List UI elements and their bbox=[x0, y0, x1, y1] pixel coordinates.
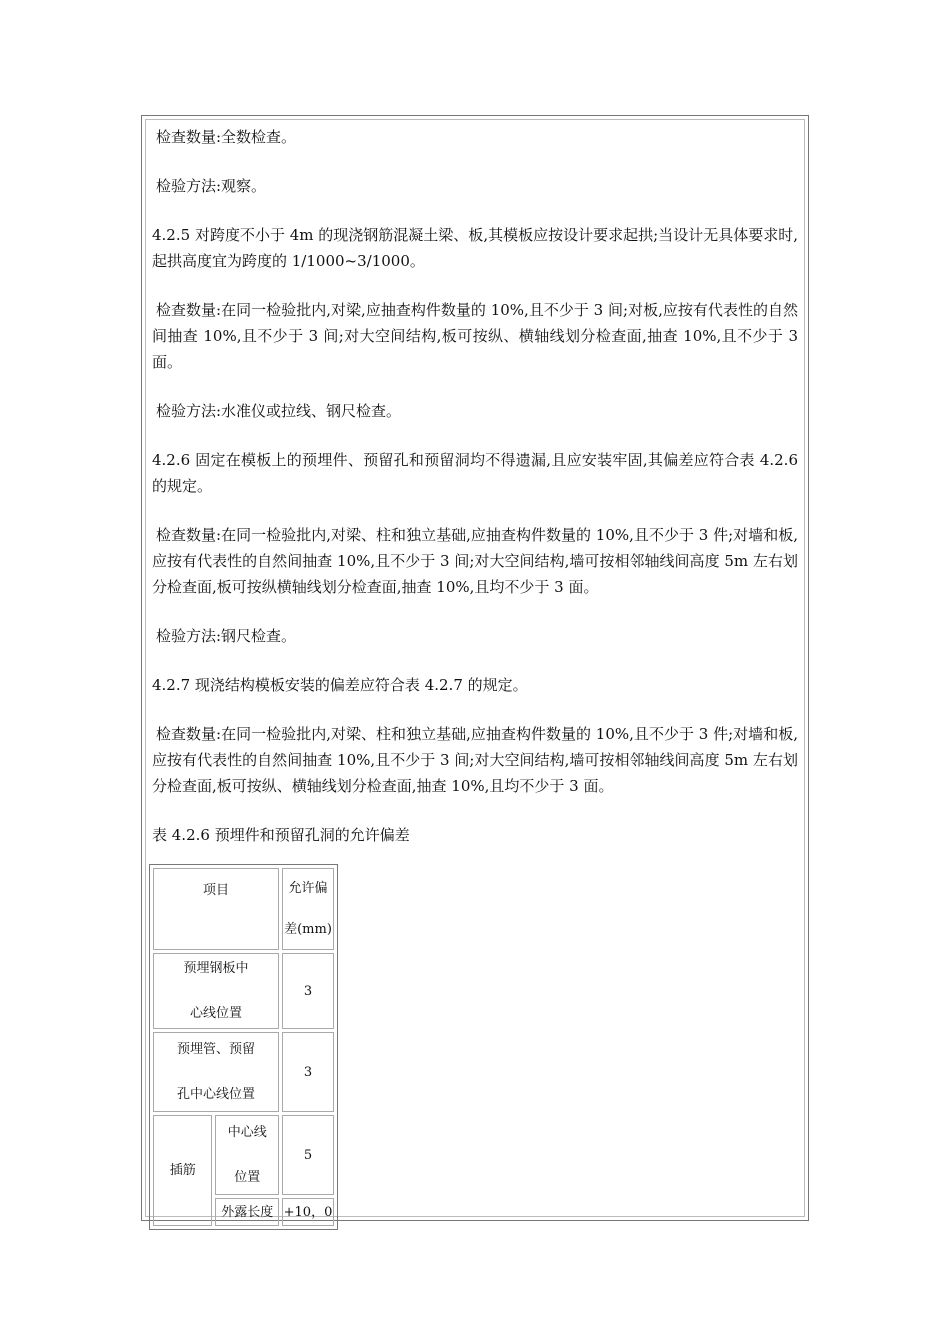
row2-value: 3 bbox=[303, 1064, 313, 1080]
row3-sub-cell bbox=[215, 1115, 279, 1195]
row4-sub-cell bbox=[215, 1198, 279, 1226]
row1-name-line1: 预埋钢板中 bbox=[183, 961, 249, 976]
table-row bbox=[153, 953, 334, 1029]
tolerance-table bbox=[149, 864, 338, 1230]
paragraph-6: 4.2.6 固定在模板上的预埋件、预留孔和预留洞均不得遗漏,且应安装牢固,其偏差应符合表 4.2.6 的规定。 bbox=[152, 451, 798, 495]
paragraph-7: 检查数量:在同一检验批内,对梁、柱和独立基础,应抽查构件数量的 10%,且不少于 3 件;对墙和板,应按有代表性的自然间抽查 10%,且不少于 3 间;对大空间结构,墙可按相邻轴线间高度 5m 左右划分检查面,板可按纵横轴线划分检查面,抽查 10%,且均不少于 3 面。 bbox=[152, 526, 798, 596]
row2-value-cell bbox=[282, 1032, 334, 1112]
header-item-cell bbox=[153, 868, 279, 950]
row1-value-cell bbox=[282, 953, 334, 1029]
row4-value-cell bbox=[282, 1198, 334, 1226]
table-caption: 表 4.2.6 预埋件和预留孔洞的允许偏差 bbox=[152, 826, 410, 844]
row3-sub-line1: 中心线 bbox=[227, 1125, 267, 1140]
table-header-row bbox=[153, 868, 334, 950]
row3-group-label: 插筋 bbox=[169, 1163, 196, 1178]
document-content bbox=[152, 124, 798, 868]
row3-value: 5 bbox=[303, 1147, 313, 1163]
header-item-label: 项目 bbox=[202, 883, 229, 898]
paragraph-10: 检查数量:在同一检验批内,对梁、柱和独立基础,应抽查构件数量的 10%,且不少于 3 件;对墙和板,应按有代表性的自然间抽查 10%,且不少于 3 间;对大空间结构,墙可按相邻轴线间高度 5m 左右划分检查面,板可按纵、横轴线划分检查面,抽查 10%,且均不少于 3 面。 bbox=[152, 725, 798, 795]
row1-name-cell bbox=[153, 953, 279, 1029]
header-tolerance-cell bbox=[282, 868, 334, 950]
header-tolerance-line1: 允许偏 bbox=[288, 881, 328, 896]
paragraph-4: 检查数量:在同一检验批内,对梁,应抽查构件数量的 10%,且不少于 3 间;对板,应按有代表性的自然间抽查 10%,且不少于 3 间;对大空间结构,板可按纵、横轴线划分检查面,抽查 10%,且不少于 3 面。 bbox=[152, 301, 798, 371]
row4-value: +10，0 bbox=[283, 1204, 333, 1220]
paragraph-2: 检验方法:观察。 bbox=[156, 177, 267, 195]
paragraph-8: 检验方法:钢尺检查。 bbox=[156, 627, 297, 645]
row3-value-cell bbox=[282, 1115, 334, 1195]
row2-name-line1: 预埋管、预留 bbox=[176, 1042, 255, 1057]
table-row bbox=[153, 1032, 334, 1112]
paragraph-1: 检查数量:全数检查。 bbox=[156, 128, 297, 146]
paragraph-9: 4.2.7 现浇结构模板安装的偏差应符合表 4.2.7 的规定。 bbox=[152, 676, 528, 694]
paragraph-3: 4.2.5 对跨度不小于 4m 的现浇钢筋混凝土梁、板,其模板应按设计要求起拱;当设计无具体要求时,起拱高度宜为跨度的 1/1000~3/1000。 bbox=[152, 226, 798, 270]
row3-sub-line2: 位置 bbox=[234, 1170, 261, 1185]
row1-name-line2: 心线位置 bbox=[189, 1006, 242, 1021]
row4-sub-label: 外露长度 bbox=[221, 1204, 274, 1220]
row2-name-line2: 孔中心线位置 bbox=[176, 1087, 255, 1102]
table-row bbox=[153, 1115, 334, 1195]
header-tolerance-line2: 差(mm) bbox=[284, 922, 332, 937]
row3-group-cell bbox=[153, 1115, 212, 1226]
row2-name-cell bbox=[153, 1032, 279, 1112]
paragraph-5: 检验方法:水准仪或拉线、钢尺检查。 bbox=[156, 402, 402, 420]
row1-value: 3 bbox=[303, 983, 313, 999]
